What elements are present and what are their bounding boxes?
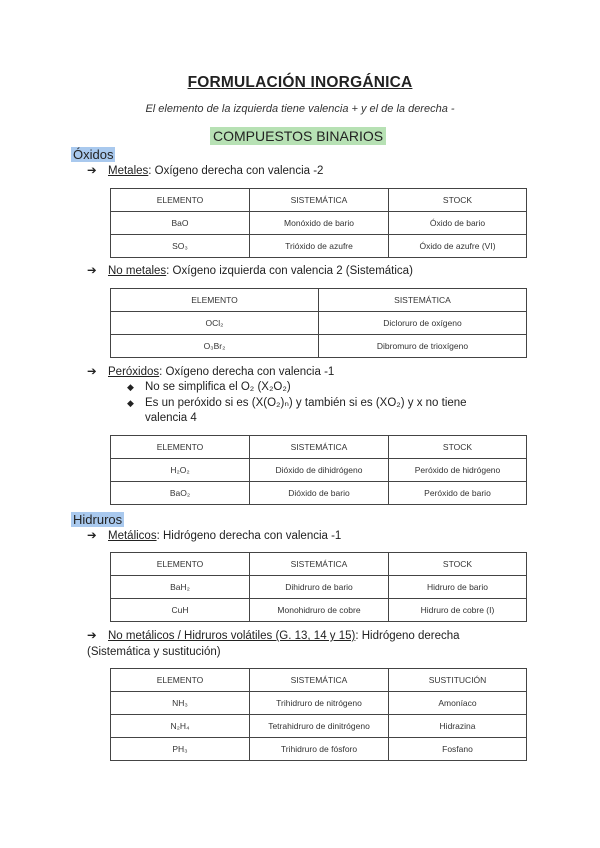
arrow-icon: ➔ <box>87 530 97 542</box>
table-cell: Hidrazina <box>389 715 527 738</box>
table-cell: Dióxido de dihidrógeno <box>250 459 389 482</box>
table-cell: Amoníaco <box>389 692 527 715</box>
table-row <box>111 459 527 482</box>
table-cell: Fosfano <box>389 738 527 761</box>
table-row <box>111 599 527 622</box>
peroxidos-subpoint: ◆ Es un peróxido si es (X(O₂)ₙ) y también si es (XO₂) y x no tiene valencia 4 <box>127 397 467 424</box>
arrow-icon: ➔ <box>87 366 97 378</box>
bullet-diamond-icon: ◆ <box>127 382 134 392</box>
table-row <box>111 482 527 505</box>
table-cell: Monohidruro de cobre <box>250 599 389 622</box>
arrow-icon: ➔ <box>87 165 97 177</box>
peroxidos-subpoint: ◆ No se simplifica el O₂ (X₂O₂) <box>127 381 291 393</box>
table-header-row <box>111 189 527 212</box>
table-cell: Dióxido de bario <box>250 482 389 505</box>
table-cell: N₂H₄ <box>111 715 250 738</box>
table-row <box>111 715 527 738</box>
table-cell: Peróxido de hidrógeno <box>389 459 527 482</box>
page-title: FORMULACIÓN INORGÁNICA <box>187 74 413 91</box>
table-cell: Dibromuro de trioxígeno <box>319 335 527 358</box>
table-cell: Hidruro de bario <box>389 576 527 599</box>
table-cell: Trihidruro de nitrógeno <box>250 692 389 715</box>
peroxidos-bullet: ➔ Peróxidos: Oxígeno derecha con valencia -1 <box>87 366 335 378</box>
table-cell: Trihidruro de fósforo <box>250 738 389 761</box>
table-header: STOCK <box>389 553 527 576</box>
page-subtitle: El elemento de la izquierda tiene valencia + y el de la derecha - <box>145 103 455 115</box>
no-metales-table <box>110 288 527 358</box>
table-header: STOCK <box>389 189 527 212</box>
table-header-row <box>111 436 527 459</box>
table-cell: Dihidruro de bario <box>250 576 389 599</box>
metales-bullet: ➔ Metales: Oxígeno derecha con valencia -2 <box>87 165 324 177</box>
table-header-row <box>111 289 527 312</box>
table-header: SUSTITUCIÓN <box>389 669 527 692</box>
table-header: SISTEMÁTICA <box>319 289 527 312</box>
table-cell: Monóxido de bario <box>250 212 389 235</box>
table-row <box>111 692 527 715</box>
table-cell: SO₃ <box>111 235 250 258</box>
hidruros-heading: Hidruros <box>73 512 123 527</box>
no-metalicos-table <box>110 668 527 761</box>
oxidos-heading: Óxidos <box>73 147 114 162</box>
table-cell: H₂O₂ <box>111 459 250 482</box>
peroxidos-table <box>110 435 527 505</box>
table-header: ELEMENTO <box>111 436 250 459</box>
table-row <box>111 335 527 358</box>
table-header: ELEMENTO <box>111 669 250 692</box>
table-header: SISTEMÁTICA <box>250 669 389 692</box>
table-cell: OCl₂ <box>111 312 319 335</box>
table-header-row <box>111 553 527 576</box>
table-cell: BaH₂ <box>111 576 250 599</box>
no-metales-bullet: ➔ No metales: Oxígeno izquierda con valencia 2 (Sistemática) <box>87 265 413 277</box>
table-header-row <box>111 669 527 692</box>
table-cell: BaO₂ <box>111 482 250 505</box>
table-cell: BaO <box>111 212 250 235</box>
table-cell: CuH <box>111 599 250 622</box>
section-heading: COMPUESTOS BINARIOS <box>210 127 386 145</box>
table-header: ELEMENTO <box>111 189 250 212</box>
table-header: ELEMENTO <box>111 553 250 576</box>
bullet-diamond-icon: ◆ <box>127 398 134 408</box>
table-cell: NH₃ <box>111 692 250 715</box>
table-header: ELEMENTO <box>111 289 319 312</box>
table-cell: Peróxido de bario <box>389 482 527 505</box>
metalicos-bullet: ➔ Metálicos: Hidrógeno derecha con valencia -1 <box>87 530 342 542</box>
table-header: SISTEMÁTICA <box>250 553 389 576</box>
table-row <box>111 312 527 335</box>
table-header: SISTEMÁTICA <box>250 189 389 212</box>
table-cell: Óxido de azufre (VI) <box>389 235 527 258</box>
table-cell: Trióxido de azufre <box>250 235 389 258</box>
table-cell: PH₃ <box>111 738 250 761</box>
table-header: STOCK <box>389 436 527 459</box>
table-row <box>111 235 527 258</box>
table-cell: Hidruro de cobre (I) <box>389 599 527 622</box>
arrow-icon: ➔ <box>87 265 97 277</box>
table-header: SISTEMÁTICA <box>250 436 389 459</box>
no-metalicos-bullet: ➔ No metálicos / Hidruros volátiles (G. 13, 14 y 15): Hidrógeno derecha (Sistemática y sustitución) <box>87 630 460 658</box>
table-cell: Óxido de bario <box>389 212 527 235</box>
table-cell: O₃Br₂ <box>111 335 319 358</box>
table-cell: Tetrahidruro de dinitrógeno <box>250 715 389 738</box>
table-cell: Dicloruro de oxígeno <box>319 312 527 335</box>
metalicos-table <box>110 552 527 622</box>
table-row <box>111 576 527 599</box>
arrow-icon: ➔ <box>87 630 97 642</box>
metales-table <box>110 188 527 258</box>
table-row <box>111 738 527 761</box>
table-row <box>111 212 527 235</box>
